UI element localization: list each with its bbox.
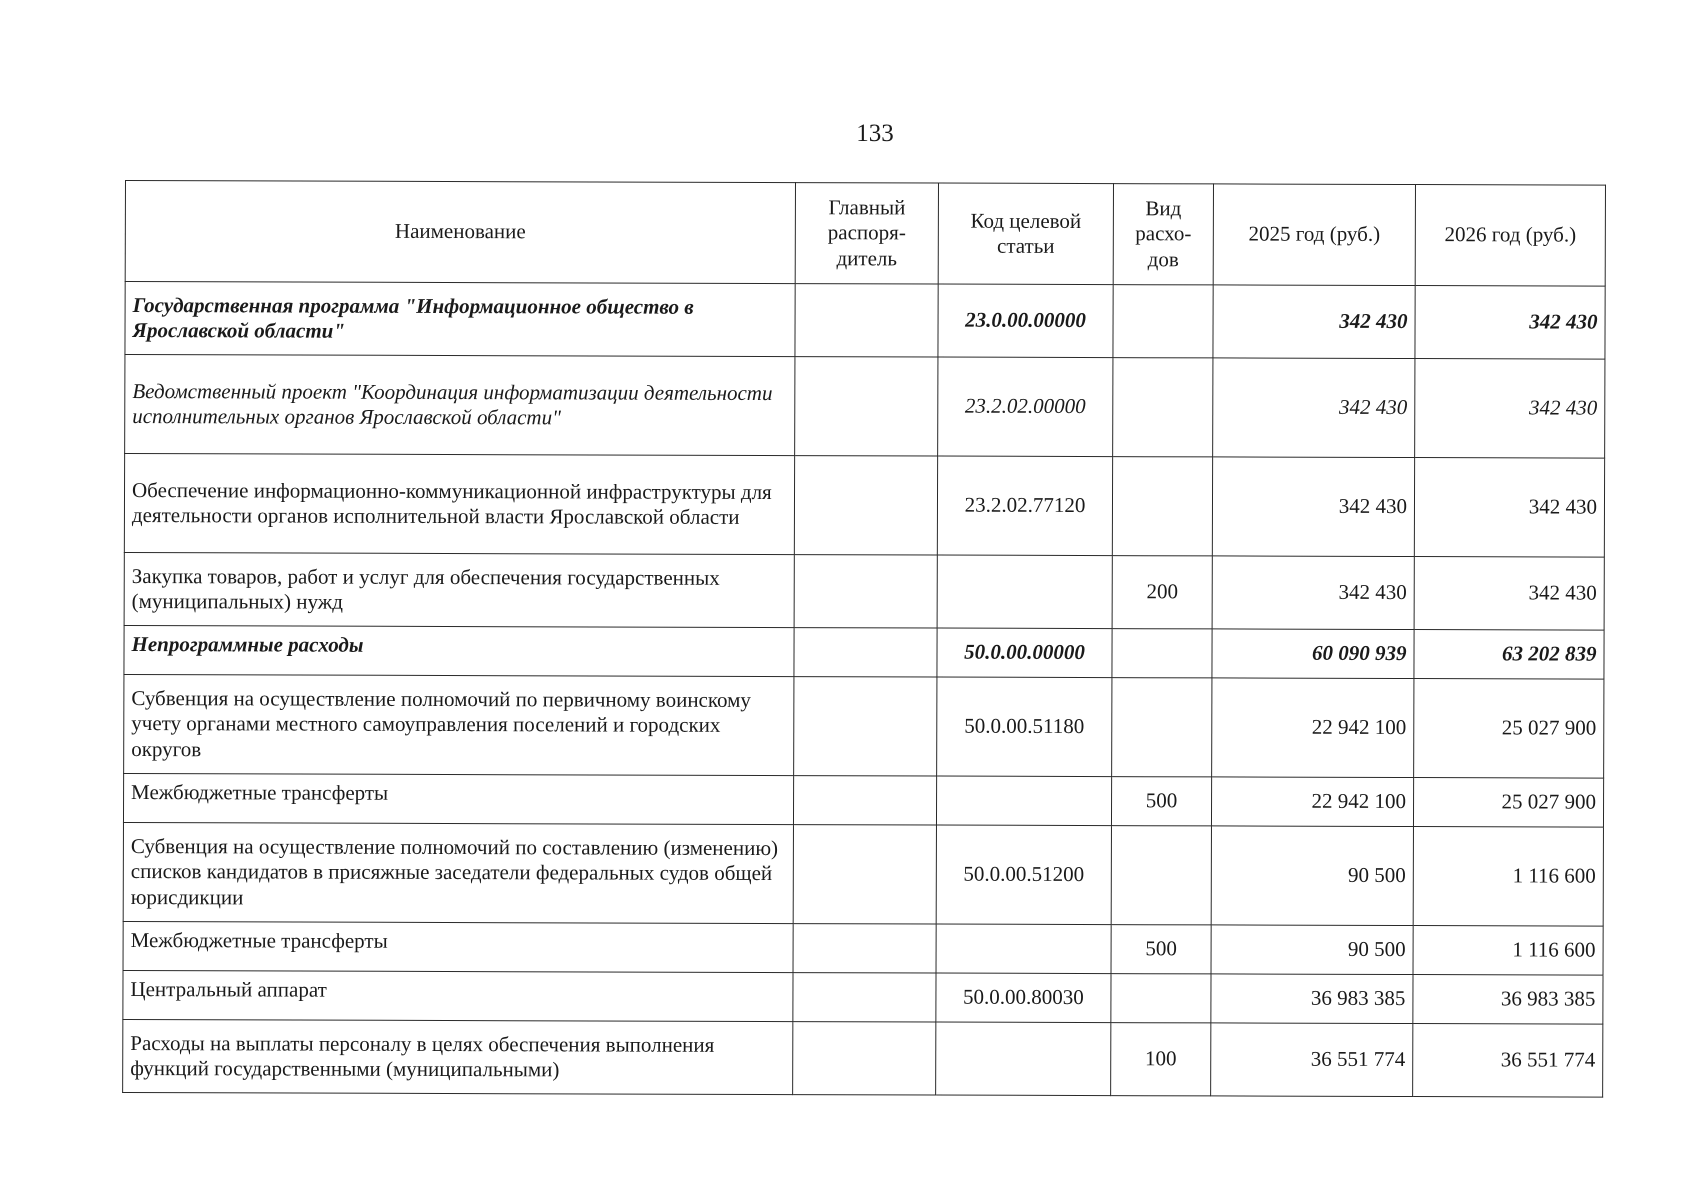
cell-2025: 22 942 100	[1211, 777, 1413, 827]
cell-manager	[794, 628, 937, 677]
cell-manager	[793, 776, 936, 825]
cell-code: 23.0.00.00000	[938, 284, 1113, 358]
page-number: 133	[856, 120, 894, 147]
table-row	[125, 355, 1605, 459]
cell-2026: 36 983 385	[1413, 975, 1603, 1025]
cell-manager	[793, 973, 936, 1022]
cell-2025: 36 551 774	[1211, 1023, 1413, 1097]
cell-2026: 342 430	[1415, 286, 1605, 360]
cell-2026: 342 430	[1414, 458, 1604, 558]
cell-2025: 22 942 100	[1212, 678, 1414, 778]
cell-kind	[1111, 974, 1211, 1023]
table-row	[124, 625, 1604, 679]
header-kind: Вид расхо-дов	[1113, 184, 1213, 285]
budget-table	[122, 180, 1606, 1098]
cell-2025: 90 500	[1211, 826, 1413, 926]
cell-manager	[793, 924, 936, 973]
cell-kind: 100	[1111, 1023, 1211, 1096]
table-row	[123, 1019, 1603, 1097]
table-row	[123, 921, 1603, 975]
cell-code: 50.0.00.00000	[937, 628, 1112, 678]
cell-manager	[794, 456, 937, 555]
cell-2025: 60 090 939	[1212, 629, 1414, 679]
table-row	[125, 282, 1605, 360]
header-code: Код целевой статьи	[938, 183, 1113, 285]
cell-manager	[794, 555, 937, 628]
cell-code: 50.0.00.51200	[936, 825, 1111, 925]
cell-name: Расходы на выплаты персоналу в целях обеспечения выполнения функций государственными (муниципальными)	[123, 1019, 793, 1094]
cell-code: 50.0.00.51180	[937, 677, 1112, 777]
cell-code: 23.2.02.00000	[938, 357, 1113, 457]
table-row	[124, 552, 1604, 630]
cell-2026: 1 116 600	[1413, 827, 1603, 927]
cell-2026: 1 116 600	[1413, 926, 1603, 976]
cell-2025: 90 500	[1211, 925, 1413, 975]
cell-code	[936, 776, 1111, 826]
cell-kind	[1111, 826, 1211, 925]
cell-name: Ведомственный проект "Координация информатизации деятельности исполнительных органов Ярославской области"	[125, 355, 795, 456]
cell-manager	[793, 1022, 936, 1095]
cell-2026: 63 202 839	[1414, 630, 1604, 680]
cell-code	[936, 1022, 1111, 1096]
cell-manager	[794, 677, 937, 776]
cell-kind: 500	[1111, 777, 1211, 826]
cell-2026: 342 430	[1414, 557, 1604, 631]
header-name: Наименование	[125, 181, 795, 284]
cell-code: 23.2.02.77120	[937, 456, 1112, 556]
cell-2026: 342 430	[1415, 359, 1605, 459]
header-manager: Главный распоря-дитель	[795, 183, 938, 284]
table-row	[124, 454, 1604, 558]
cell-manager	[793, 825, 936, 924]
cell-kind	[1113, 358, 1213, 457]
cell-name: Непрограммные расходы	[124, 625, 794, 676]
cell-manager	[795, 284, 938, 357]
cell-name: Государственная программа "Информационное общество в Ярославской области"	[125, 282, 795, 357]
table-row	[123, 822, 1603, 926]
cell-kind: 500	[1111, 925, 1211, 974]
cell-kind	[1113, 285, 1213, 358]
header-2026: 2026 год (руб.)	[1415, 185, 1605, 287]
cell-kind	[1112, 629, 1212, 678]
cell-code	[937, 555, 1112, 629]
cell-2026: 36 551 774	[1413, 1024, 1603, 1098]
cell-name: Центральный аппарат	[123, 970, 793, 1021]
cell-name: Субвенция на осуществление полномочий по составлению (изменению) списков кандидатов в присяжные заседатели федеральных судов общей юрисдикции	[123, 822, 793, 923]
header-2025: 2025 год (руб.)	[1213, 184, 1415, 286]
cell-2025: 342 430	[1213, 285, 1415, 359]
cell-2025: 342 430	[1212, 457, 1414, 557]
cell-2025: 36 983 385	[1211, 974, 1413, 1024]
cell-2025: 342 430	[1213, 358, 1415, 458]
table-row	[123, 970, 1603, 1024]
cell-2026: 25 027 900	[1414, 679, 1604, 779]
cell-manager	[795, 357, 938, 456]
cell-kind	[1112, 457, 1212, 556]
cell-kind	[1112, 678, 1212, 777]
cell-2025: 342 430	[1212, 556, 1414, 630]
cell-name: Межбюджетные трансферты	[123, 921, 793, 972]
table-row	[123, 773, 1603, 827]
cell-kind: 200	[1112, 556, 1212, 629]
table-header-row	[125, 181, 1605, 287]
cell-2026: 25 027 900	[1413, 778, 1603, 828]
cell-name: Межбюджетные трансферты	[123, 773, 793, 824]
cell-name: Обеспечение информационно-коммуникационной инфраструктуры для деятельности органов исполнительной власти Ярославской области	[124, 454, 794, 555]
cell-code	[936, 924, 1111, 974]
cell-name: Субвенция на осуществление полномочий по первичному воинскому учету органами местного самоуправления поселений и городских округов	[124, 674, 794, 775]
cell-name: Закупка товаров, работ и услуг для обеспечения государственных (муниципальных) нужд	[124, 552, 794, 627]
table-row	[124, 674, 1604, 778]
cell-code: 50.0.00.80030	[936, 973, 1111, 1023]
